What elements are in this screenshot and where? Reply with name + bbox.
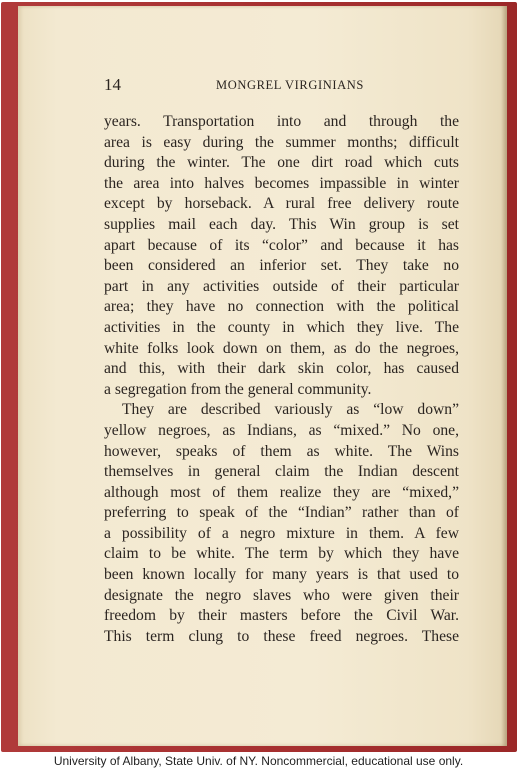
text-line: years. Transportation into and through the — [104, 113, 459, 130]
text-line: been known locally for many years is that used to — [104, 566, 459, 584]
text-line: area is easy during the summer months; difficult — [104, 133, 459, 151]
text-line: freedom by their masters before the Civil War. — [104, 607, 459, 625]
page-edge-shadow — [501, 6, 507, 746]
text-line: however, speaks of them as white. The Wins — [104, 442, 459, 460]
text-line: white folks look down on them, as do the negroes, — [104, 339, 459, 357]
text-line: been considered an inferior set. They take no — [104, 257, 459, 275]
page-header — [104, 75, 459, 97]
text-line-paragraph-start: They are described variously as “low down” — [122, 401, 459, 419]
text-line: during the winter. The one dirt road which cuts — [104, 154, 459, 172]
text-line: part in any activities outside of their particular — [104, 277, 459, 295]
text-line-paragraph-end: a segregation from the general community. — [104, 380, 372, 398]
text-line: supplies mail each day. This Win group is set — [104, 215, 459, 233]
text-line: This term clung to these freed negroes. These — [104, 627, 459, 645]
text-line: preferring to speak of the “Indian” rather than of — [104, 504, 459, 522]
text-line: a possibility of a negro mixture in them. A few — [104, 524, 459, 542]
text-line: themselves in general claim the Indian descent — [104, 463, 459, 481]
text-line: apart because of its “color” and because it has — [104, 236, 459, 254]
text-line: area; they have no connection with the political — [104, 298, 459, 316]
source-caption: University of Albany, State Univ. of NY. Noncommercial, educational use only. — [0, 752, 517, 770]
text-line: activities in the county in which they live. The — [104, 318, 459, 336]
text-line: designate the negro slaves who were given their — [104, 586, 459, 604]
text-line: although most of them realize they are “mixed,” — [104, 483, 459, 501]
text-line: yellow negroes, as Indians, as “mixed.” No one, — [104, 421, 459, 439]
body-text — [104, 112, 459, 647]
text-line: except by horseback. A rural free delivery route — [104, 195, 459, 213]
text-line: claim to be white. The term by which they have — [104, 545, 459, 563]
running-head: MONGREL VIRGINIANS — [216, 78, 364, 92]
page-number: 14 — [104, 75, 121, 94]
text-line: and this, with their dark skin color, has caused — [104, 360, 459, 378]
text-line: the area into halves becomes impassible in winter — [104, 174, 459, 192]
